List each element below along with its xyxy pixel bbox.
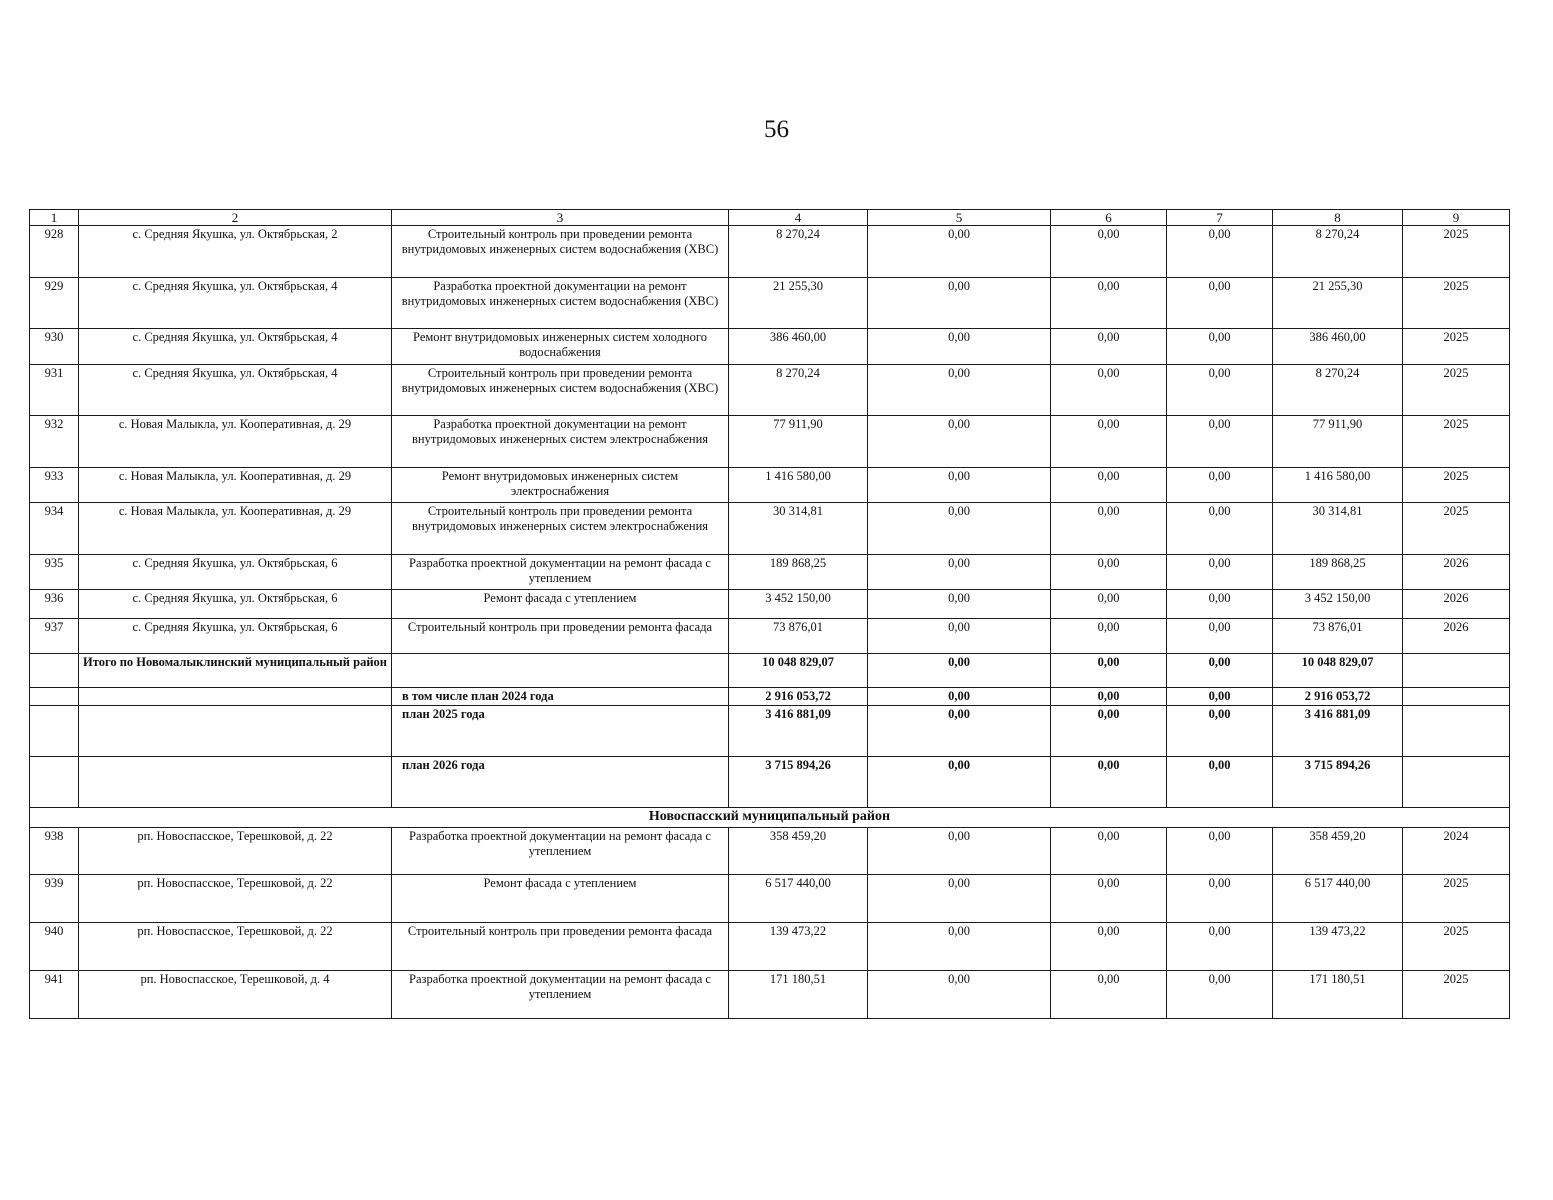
table-row xyxy=(30,226,1510,278)
cell-year: 2025 xyxy=(1403,226,1510,278)
novospassky-rows xyxy=(30,828,1510,1019)
cell-year: 2024 xyxy=(1403,828,1510,875)
cell-c6: 0,00 xyxy=(1051,503,1167,555)
cell-c8: 6 517 440,00 xyxy=(1273,875,1403,923)
cell-addr: Итого по Новомалыклинский муниципальный район xyxy=(79,654,392,688)
table-row xyxy=(30,875,1510,923)
cell-c7: 0,00 xyxy=(1167,619,1273,654)
cell-c7: 0,00 xyxy=(1167,329,1273,365)
cell-c7: 0,00 xyxy=(1167,706,1273,757)
cell-c6: 0,00 xyxy=(1051,654,1167,688)
section-title: Новоспасский муниципальный район xyxy=(30,808,1510,828)
cell-c7: 0,00 xyxy=(1167,971,1273,1019)
cell-c4: 1 416 580,00 xyxy=(729,468,868,503)
cell-c7: 0,00 xyxy=(1167,688,1273,706)
cell-c5: 0,00 xyxy=(868,503,1051,555)
cell-addr xyxy=(79,706,392,757)
cell-addr: с. Средняя Якушка, ул. Октябрьская, 6 xyxy=(79,555,392,590)
cell-c5: 0,00 xyxy=(868,875,1051,923)
cell-work: Разработка проектной документации на ремонт внутридомовых инженерных систем водоснабжения (ХВС) xyxy=(392,278,729,329)
cell-c8: 3 416 881,09 xyxy=(1273,706,1403,757)
cell-c7: 0,00 xyxy=(1167,757,1273,808)
column-header: 1 xyxy=(30,210,79,226)
table-row xyxy=(30,555,1510,590)
cell-c4: 8 270,24 xyxy=(729,365,868,416)
cell-n: 933 xyxy=(30,468,79,503)
cell-c7: 0,00 xyxy=(1167,555,1273,590)
cell-c6: 0,00 xyxy=(1051,619,1167,654)
cell-c5: 0,00 xyxy=(868,828,1051,875)
cell-c5: 0,00 xyxy=(868,923,1051,971)
total-row xyxy=(30,688,1510,706)
cell-c6: 0,00 xyxy=(1051,688,1167,706)
cell-c6: 0,00 xyxy=(1051,757,1167,808)
cell-year xyxy=(1403,654,1510,688)
cell-c8: 30 314,81 xyxy=(1273,503,1403,555)
column-header: 2 xyxy=(79,210,392,226)
cell-c6: 0,00 xyxy=(1051,923,1167,971)
cell-c5: 0,00 xyxy=(868,706,1051,757)
cell-c7: 0,00 xyxy=(1167,654,1273,688)
cell-year: 2025 xyxy=(1403,875,1510,923)
cell-c8: 77 911,90 xyxy=(1273,416,1403,468)
cell-year: 2026 xyxy=(1403,619,1510,654)
cell-c6: 0,00 xyxy=(1051,329,1167,365)
repair-register-table xyxy=(29,209,1510,1019)
cell-c4: 73 876,01 xyxy=(729,619,868,654)
cell-addr: с. Средняя Якушка, ул. Октябрьская, 6 xyxy=(79,619,392,654)
cell-year: 2025 xyxy=(1403,503,1510,555)
cell-c6: 0,00 xyxy=(1051,278,1167,329)
cell-c8: 171 180,51 xyxy=(1273,971,1403,1019)
cell-n: 935 xyxy=(30,555,79,590)
cell-work: в том числе план 2024 года xyxy=(392,688,729,706)
cell-c6: 0,00 xyxy=(1051,365,1167,416)
cell-c4: 21 255,30 xyxy=(729,278,868,329)
cell-work: Строительный контроль при проведении ремонта фасада xyxy=(392,923,729,971)
cell-c5: 0,00 xyxy=(868,971,1051,1019)
cell-c8: 3 715 894,26 xyxy=(1273,757,1403,808)
total-row xyxy=(30,757,1510,808)
cell-year: 2025 xyxy=(1403,329,1510,365)
cell-c4: 3 715 894,26 xyxy=(729,757,868,808)
cell-n: 928 xyxy=(30,226,79,278)
cell-c7: 0,00 xyxy=(1167,875,1273,923)
cell-addr: с. Средняя Якушка, ул. Октябрьская, 4 xyxy=(79,365,392,416)
cell-c4: 189 868,25 xyxy=(729,555,868,590)
cell-addr xyxy=(79,688,392,706)
cell-year: 2025 xyxy=(1403,278,1510,329)
cell-c5: 0,00 xyxy=(868,416,1051,468)
cell-c5: 0,00 xyxy=(868,365,1051,416)
cell-n xyxy=(30,757,79,808)
cell-c6: 0,00 xyxy=(1051,971,1167,1019)
cell-year: 2025 xyxy=(1403,923,1510,971)
cell-n: 930 xyxy=(30,329,79,365)
cell-c7: 0,00 xyxy=(1167,365,1273,416)
table-row xyxy=(30,365,1510,416)
column-header: 4 xyxy=(729,210,868,226)
cell-c4: 358 459,20 xyxy=(729,828,868,875)
cell-n: 939 xyxy=(30,875,79,923)
cell-c6: 0,00 xyxy=(1051,555,1167,590)
cell-addr xyxy=(79,757,392,808)
cell-addr: с. Средняя Якушка, ул. Октябрьская, 4 xyxy=(79,329,392,365)
cell-year: 2026 xyxy=(1403,590,1510,619)
cell-c5: 0,00 xyxy=(868,757,1051,808)
table-row xyxy=(30,416,1510,468)
cell-c6: 0,00 xyxy=(1051,416,1167,468)
cell-addr: с. Средняя Якушка, ул. Октябрьская, 4 xyxy=(79,278,392,329)
cell-work: Ремонт фасада с утеплением xyxy=(392,590,729,619)
cell-c4: 171 180,51 xyxy=(729,971,868,1019)
cell-c8: 139 473,22 xyxy=(1273,923,1403,971)
cell-addr: с. Новая Малыкла, ул. Кооперативная, д. 29 xyxy=(79,468,392,503)
table-row xyxy=(30,468,1510,503)
cell-c5: 0,00 xyxy=(868,329,1051,365)
cell-c7: 0,00 xyxy=(1167,590,1273,619)
cell-year: 2025 xyxy=(1403,971,1510,1019)
cell-c8: 2 916 053,72 xyxy=(1273,688,1403,706)
cell-c4: 77 911,90 xyxy=(729,416,868,468)
cell-c6: 0,00 xyxy=(1051,706,1167,757)
page-number: 56 xyxy=(764,116,789,143)
cell-year xyxy=(1403,706,1510,757)
cell-c7: 0,00 xyxy=(1167,468,1273,503)
total-row xyxy=(30,654,1510,688)
cell-work: Разработка проектной документации на ремонт фасада с утеплением xyxy=(392,971,729,1019)
cell-c7: 0,00 xyxy=(1167,503,1273,555)
cell-work: Строительный контроль при проведении ремонта фасада xyxy=(392,619,729,654)
cell-work: Ремонт внутридомовых инженерных систем холодного водоснабжения xyxy=(392,329,729,365)
cell-c4: 10 048 829,07 xyxy=(729,654,868,688)
cell-c6: 0,00 xyxy=(1051,226,1167,278)
cell-work: Ремонт внутридомовых инженерных систем электроснабжения xyxy=(392,468,729,503)
cell-c5: 0,00 xyxy=(868,468,1051,503)
cell-c7: 0,00 xyxy=(1167,923,1273,971)
cell-year xyxy=(1403,757,1510,808)
novomalyklinsky-totals xyxy=(30,654,1510,808)
cell-year: 2025 xyxy=(1403,468,1510,503)
cell-c8: 358 459,20 xyxy=(1273,828,1403,875)
cell-c5: 0,00 xyxy=(868,226,1051,278)
column-header: 5 xyxy=(868,210,1051,226)
cell-addr: с. Средняя Якушка, ул. Октябрьская, 2 xyxy=(79,226,392,278)
table-row xyxy=(30,503,1510,555)
cell-addr: с. Новая Малыкла, ул. Кооперативная, д. 29 xyxy=(79,416,392,468)
section-header-row xyxy=(30,808,1510,828)
column-header: 6 xyxy=(1051,210,1167,226)
cell-c6: 0,00 xyxy=(1051,828,1167,875)
cell-c4: 8 270,24 xyxy=(729,226,868,278)
cell-c4: 30 314,81 xyxy=(729,503,868,555)
cell-c5: 0,00 xyxy=(868,590,1051,619)
cell-n xyxy=(30,654,79,688)
table-row xyxy=(30,923,1510,971)
cell-c5: 0,00 xyxy=(868,619,1051,654)
cell-addr: рп. Новоспасское, Терешковой, д. 22 xyxy=(79,875,392,923)
cell-work: Строительный контроль при проведении ремонта внутридомовых инженерных систем водоснабжения (ХВС) xyxy=(392,365,729,416)
cell-c4: 2 916 053,72 xyxy=(729,688,868,706)
cell-c8: 386 460,00 xyxy=(1273,329,1403,365)
cell-c7: 0,00 xyxy=(1167,278,1273,329)
cell-n: 940 xyxy=(30,923,79,971)
cell-n: 932 xyxy=(30,416,79,468)
cell-c8: 1 416 580,00 xyxy=(1273,468,1403,503)
cell-n: 934 xyxy=(30,503,79,555)
cell-c7: 0,00 xyxy=(1167,226,1273,278)
cell-c8: 8 270,24 xyxy=(1273,226,1403,278)
cell-year: 2025 xyxy=(1403,365,1510,416)
table-row xyxy=(30,828,1510,875)
table-row xyxy=(30,329,1510,365)
cell-n xyxy=(30,688,79,706)
cell-work: Ремонт фасада с утеплением xyxy=(392,875,729,923)
column-header: 9 xyxy=(1403,210,1510,226)
cell-work: Разработка проектной документации на ремонт внутридомовых инженерных систем электроснабжения xyxy=(392,416,729,468)
cell-c7: 0,00 xyxy=(1167,828,1273,875)
cell-n: 941 xyxy=(30,971,79,1019)
cell-c5: 0,00 xyxy=(868,688,1051,706)
cell-n: 937 xyxy=(30,619,79,654)
cell-c6: 0,00 xyxy=(1051,590,1167,619)
cell-year: 2025 xyxy=(1403,416,1510,468)
table-row xyxy=(30,278,1510,329)
cell-c5: 0,00 xyxy=(868,555,1051,590)
cell-n: 931 xyxy=(30,365,79,416)
column-header: 3 xyxy=(392,210,729,226)
cell-year: 2026 xyxy=(1403,555,1510,590)
cell-c8: 73 876,01 xyxy=(1273,619,1403,654)
cell-n xyxy=(30,706,79,757)
cell-year xyxy=(1403,688,1510,706)
cell-work: Строительный контроль при проведении ремонта внутридомовых инженерных систем водоснабжения (ХВС) xyxy=(392,226,729,278)
cell-c5: 0,00 xyxy=(868,278,1051,329)
cell-n: 929 xyxy=(30,278,79,329)
cell-work: Разработка проектной документации на ремонт фасада с утеплением xyxy=(392,555,729,590)
cell-c6: 0,00 xyxy=(1051,468,1167,503)
cell-c6: 0,00 xyxy=(1051,875,1167,923)
cell-c8: 10 048 829,07 xyxy=(1273,654,1403,688)
total-row xyxy=(30,706,1510,757)
table-row xyxy=(30,619,1510,654)
cell-c8: 21 255,30 xyxy=(1273,278,1403,329)
cell-c7: 0,00 xyxy=(1167,416,1273,468)
cell-n: 936 xyxy=(30,590,79,619)
column-number-header-row xyxy=(30,210,1510,226)
cell-work: план 2026 года xyxy=(392,757,729,808)
cell-work: Строительный контроль при проведении ремонта внутридомовых инженерных систем электроснабжения xyxy=(392,503,729,555)
novomalyklinsky-rows xyxy=(30,226,1510,654)
cell-addr: с. Средняя Якушка, ул. Октябрьская, 6 xyxy=(79,590,392,619)
cell-c4: 3 416 881,09 xyxy=(729,706,868,757)
column-header: 8 xyxy=(1273,210,1403,226)
cell-addr: рп. Новоспасское, Терешковой, д. 22 xyxy=(79,828,392,875)
cell-c5: 0,00 xyxy=(868,654,1051,688)
cell-c8: 189 868,25 xyxy=(1273,555,1403,590)
cell-c4: 3 452 150,00 xyxy=(729,590,868,619)
table-row xyxy=(30,590,1510,619)
column-header: 7 xyxy=(1167,210,1273,226)
cell-addr: рп. Новоспасское, Терешковой, д. 22 xyxy=(79,923,392,971)
cell-work xyxy=(392,654,729,688)
table-row xyxy=(30,971,1510,1019)
cell-c8: 3 452 150,00 xyxy=(1273,590,1403,619)
cell-addr: с. Новая Малыкла, ул. Кооперативная, д. 29 xyxy=(79,503,392,555)
cell-c4: 6 517 440,00 xyxy=(729,875,868,923)
cell-c4: 139 473,22 xyxy=(729,923,868,971)
cell-work: план 2025 года xyxy=(392,706,729,757)
cell-c4: 386 460,00 xyxy=(729,329,868,365)
cell-addr: рп. Новоспасское, Терешковой, д. 4 xyxy=(79,971,392,1019)
cell-n: 938 xyxy=(30,828,79,875)
cell-work: Разработка проектной документации на ремонт фасада с утеплением xyxy=(392,828,729,875)
cell-c8: 8 270,24 xyxy=(1273,365,1403,416)
